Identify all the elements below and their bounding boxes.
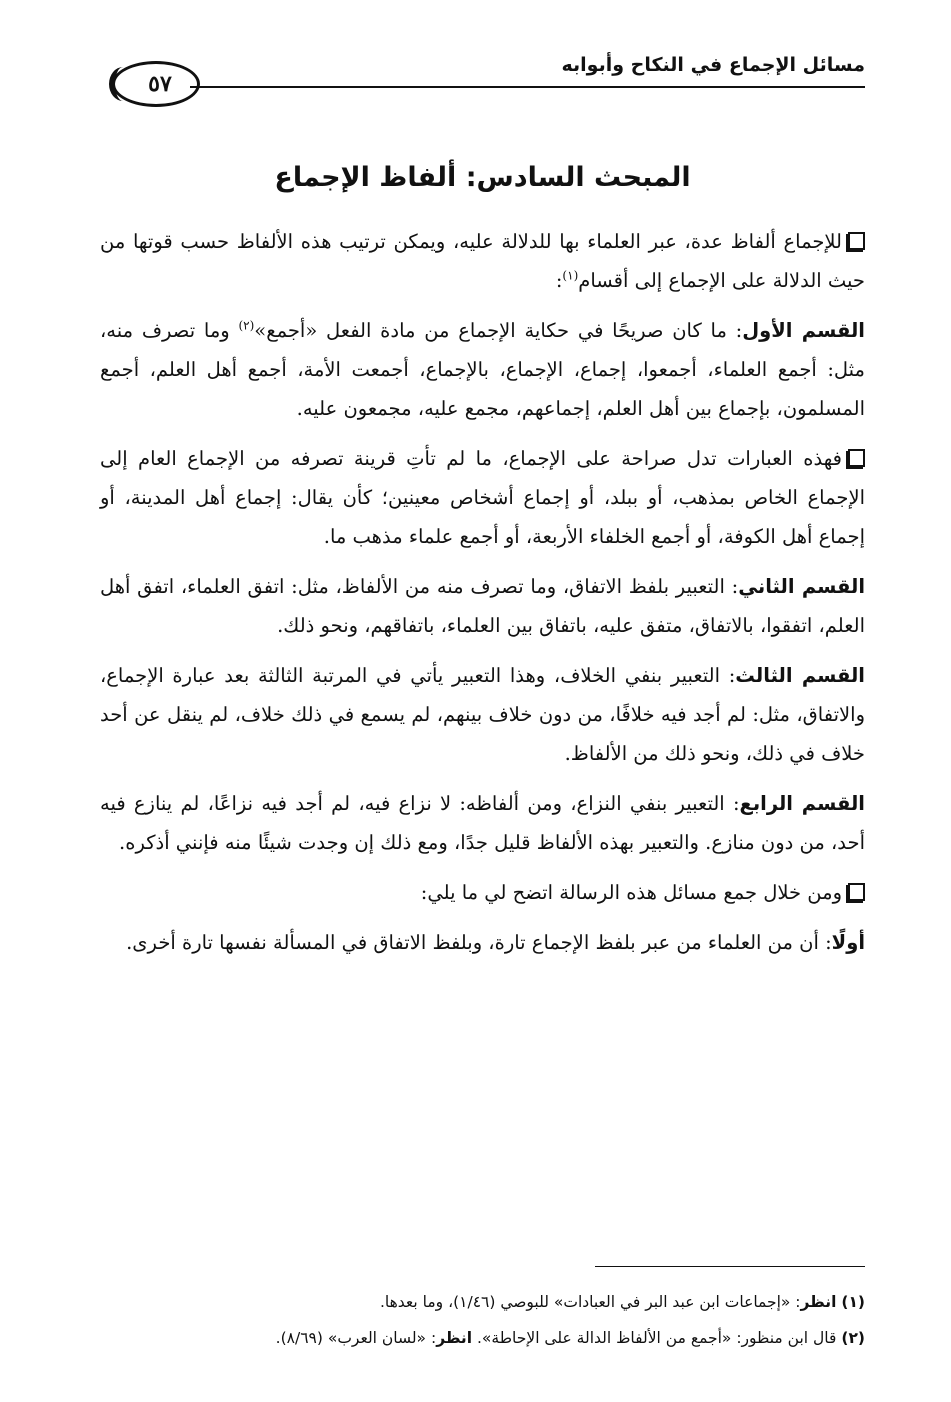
footnote-number: (٢)	[841, 1329, 865, 1347]
square-bullet-icon	[848, 232, 865, 250]
footnote-label: انظر	[800, 1293, 837, 1311]
category-one-paragraph	[100, 311, 865, 428]
footnote-ref-1[interactable]: (١)	[562, 268, 579, 283]
intro-paragraph	[100, 222, 865, 300]
paragraph-text: ومن خلال جمع مسائل هذه الرسالة اتضح لي ما يلي:	[420, 881, 842, 904]
paragraph-text: : التعبير بلفظ الاتفاق، وما تصرف منه من الألفاظ، مثل: اتفق العلماء، اتفق أهل العلم، اتفقوا، بالاتفاق، متفق عليه، باتفاق بين العلماء، باتفاقهم، ونحو ذلك.	[100, 575, 865, 637]
paragraph-text: : ما كان صريحًا في حكاية الإجماع من مادة الفعل «أجمع»	[254, 319, 743, 342]
page-number: ٥٧	[148, 71, 172, 97]
finding-first-heading: أولًا	[831, 931, 865, 954]
category-four-paragraph	[100, 784, 865, 862]
footnote-separator	[595, 1266, 865, 1267]
paragraph-text: فهذه العبارات تدل صراحة على الإجماع، ما لم تأتِ قرينة تصرفه من الإجماع العام إلى الإجماع الخاص بمذهب، أو ببلد، أو إجماع أشخاص معينين؛ كأن يقال: إجماع أهل المدينة، أو إجماع أهل الكوفة، أو أجمع الخلفاء الأربعة، أو أجمع علماء مذهب ما.	[100, 447, 865, 548]
footnote-1	[100, 1284, 865, 1320]
header-rule	[190, 86, 865, 88]
category-one-heading: القسم الأول	[742, 319, 865, 342]
category-three-paragraph	[100, 656, 865, 773]
paragraph-text: : التعبير بنفي الخلاف، وهذا التعبير يأتي في المرتبة الثالثة بعد عبارة الإجماع، والاتفاق، مثل: لم أجد فيه خلافًا، من دون خلاف بينهم، لم يسمع في ذلك خلاف، لم ينقل عن أحد خلاف في ذلك، ونحو ذلك من الألفاظ.	[100, 664, 865, 765]
running-title: مسائل الإجماع في النكاح وأبوابه	[561, 54, 865, 76]
square-bullet-icon	[848, 449, 865, 467]
footnote-text: : «إجماعات ابن عبد البر في العبادات» للبوصي (١/٤٦)، وما بعدها.	[379, 1293, 801, 1311]
category-three-heading: القسم الثالث	[735, 664, 865, 687]
category-four-heading: القسم الرابع	[739, 792, 865, 815]
finding-first-paragraph	[100, 923, 865, 962]
category-two-paragraph	[100, 567, 865, 645]
footnote-label: انظر	[436, 1329, 473, 1347]
paragraph-text-tail: :	[555, 269, 563, 292]
footnotes	[100, 1284, 865, 1356]
footnote-2	[100, 1320, 865, 1356]
explicit-terms-paragraph	[100, 439, 865, 556]
paragraph-text-tail: وما تصرف منه، مثل: أجمع العلماء، أجمعوا، إجماع، الإجماع، بالإجماع، أجمعت الأمة، أجمع أهل العلم، أجمع المسلمون، بإجماع بين أهل العلم، إجماعهم، مجمع عليه، مجمعون عليه.	[100, 319, 865, 420]
paragraph-text: : أن من العلماء من عبر بلفظ الإجماع تارة، وبلفظ الاتفاق في المسألة نفسها تارة أخرى.	[126, 931, 832, 954]
footnote-ref-2[interactable]: (٢)	[238, 318, 255, 333]
footnote-text: قال ابن منظور: «أجمع من الألفاظ الدالة على الإحاطة».	[477, 1329, 837, 1347]
footnote-number: (١)	[841, 1293, 865, 1311]
findings-intro-paragraph	[100, 873, 865, 912]
paragraph-text: للإجماع ألفاظ عدة، عبر العلماء بها للدلالة عليه، ويمكن ترتيب هذه الألفاظ حسب قوتها من حيث الدلالة على الإجماع إلى أقسام	[100, 230, 865, 292]
section-title: المبحث السادس: ألفاظ الإجماع	[274, 162, 691, 193]
main-text	[100, 222, 865, 973]
square-bullet-icon	[848, 883, 865, 901]
footnote-text-tail: : «لسان العرب» (٨/٦٩).	[275, 1329, 437, 1347]
category-two-heading: القسم الثاني	[738, 575, 865, 598]
paragraph-text: : التعبير بنفي النزاع، ومن ألفاظه: لا نزاع فيه، لم أجد فيه نزاعًا، لم ينازع فيه أحد، من دون منازع. والتعبير بهذه الألفاظ قليل جدًا، ومع ذلك إن وجدت شيئًا منه فإنني أذكره.	[100, 792, 865, 854]
